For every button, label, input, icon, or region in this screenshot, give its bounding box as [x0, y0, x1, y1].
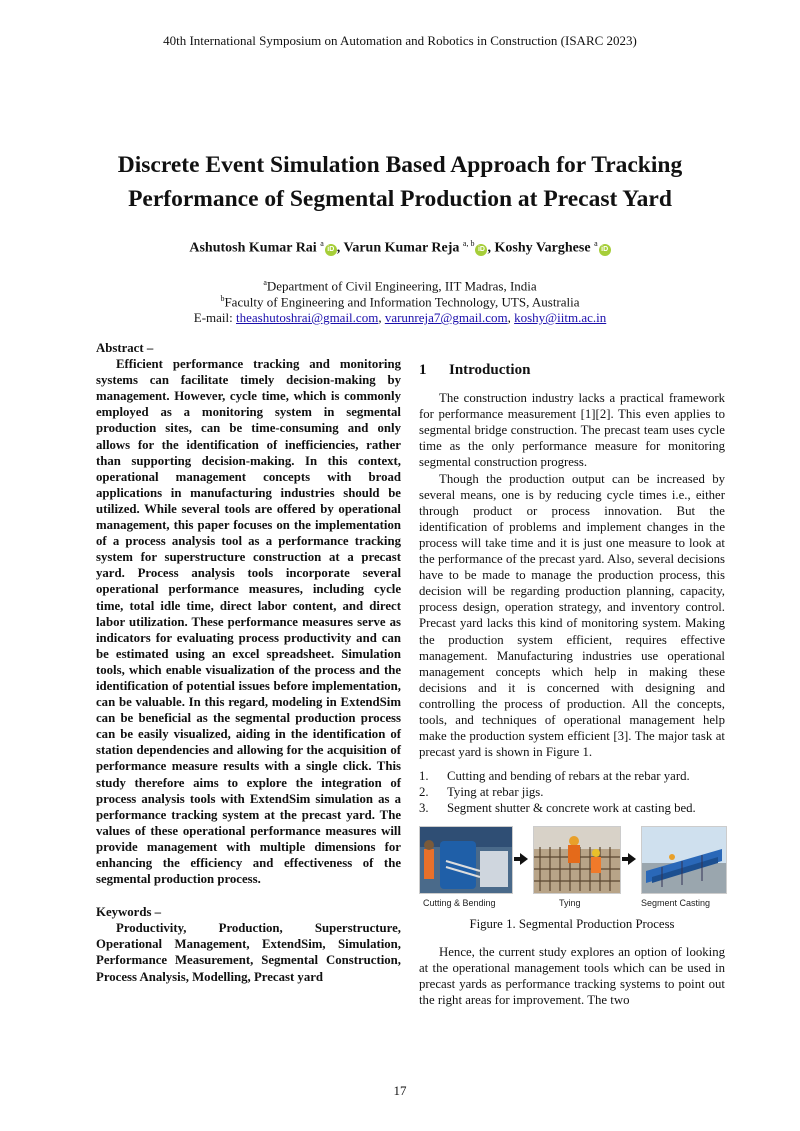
email-link[interactable]: theashutoshrai@gmail.com — [236, 310, 379, 325]
page-number: 17 — [393, 1083, 407, 1098]
list-number: 3. — [419, 801, 429, 816]
author-name: Koshy Varghese — [494, 240, 591, 256]
segment-casting-photo — [641, 826, 727, 894]
task-list — [419, 768, 725, 816]
left-column — [96, 340, 401, 985]
author-sup: a — [320, 239, 324, 248]
orcid-icon[interactable]: iD — [325, 244, 337, 256]
author-name: Varun Kumar Reja — [343, 240, 460, 256]
affiliation-sup: a — [263, 278, 267, 287]
list-text: Tying at rebar jigs. — [447, 785, 544, 800]
list-text: Cutting and bending of rebars at the rebar yard. — [447, 769, 690, 784]
section-number: 1 — [419, 362, 427, 378]
list-number: 1. — [419, 769, 429, 784]
affiliation-a — [0, 278, 800, 294]
intro-paragraph: The construction industry lacks a practical framework for performance measurement [1][2]. This even applies to segmental bridge construction. The precast team uses cycle time as the only performance measure for monitoring segmental construction progress. — [419, 391, 725, 470]
author-sup: a, b — [462, 239, 475, 248]
keywords-text: Productivity, Production, Superstructure, Operational Management, ExtendSim, Simulation, Performance Measurement, Segmental Construction, Process Analysis, Modelling, Precast yard — [96, 921, 401, 984]
list-item — [419, 784, 725, 800]
arrow-right-icon — [520, 853, 528, 865]
cutting-bending-photo — [419, 826, 513, 894]
author-name: Ashutosh Kumar Rai — [189, 240, 317, 256]
orcid-icon[interactable]: iD — [599, 244, 611, 256]
email-link[interactable]: koshy@iitm.ac.in — [514, 310, 607, 325]
email-link[interactable]: varunreja7@gmail.com — [384, 310, 508, 325]
keywords-heading: Keywords – — [96, 905, 162, 920]
intro-paragraph: Though the production output can be increased by several means, one is by reducing cycle times i.e., either through product or process innovation. But the identification of problems and implement changes in the process will take time and it is just one measure to look at the performance of the precast yard. Also, several decisions have to be made to manage the production process, this decision will be regarding production planning, capacity, process design, operation strategy, and inventory control. Precast yard lacks this kind of monitoring system. Making the production system efficient, requires effective management. Manufacturing industries use operational management concepts which help in making these decisions and it is concerned with designing and controlling the process of production. All the concepts, tools, and techniques of operational management help make the production system efficient [3]. The major task at precast yard is shown in Figure 1. — [419, 471, 725, 760]
section-heading — [419, 362, 725, 378]
tying-photo — [533, 826, 621, 894]
keywords-block — [96, 904, 401, 984]
figure-label: Segment Casting — [641, 897, 711, 908]
list-text: Segment shutter & concrete work at casting bed. — [447, 801, 696, 816]
abstract-heading: Abstract – — [96, 341, 154, 355]
email-line: E-mail: theashutoshrai@gmail.com, varunreja7@gmail.com, koshy@iitm.ac.in — [193, 310, 607, 325]
intro-paragraph: Hence, the current study explores an option of looking at the operational management tools which can be used in precast yards as performance tracking systems to point out the right areas for improvement. The two — [419, 944, 725, 1007]
affiliation-text: Faculty of Engineering and Information Technology, UTS, Australia — [224, 294, 580, 310]
affiliation-b — [0, 294, 800, 310]
figure-label: Tying — [559, 897, 581, 908]
figure-label: Cutting & Bending — [423, 897, 496, 908]
affiliation-text: Department of Civil Engineering, IIT Madras, India — [266, 278, 537, 294]
figure-1 — [419, 826, 725, 908]
list-item — [419, 800, 725, 816]
section-title: Introduction — [449, 362, 531, 378]
affiliation-sup: b — [220, 294, 225, 303]
orcid-icon[interactable]: iD — [475, 244, 487, 256]
list-item — [419, 768, 725, 784]
arrow-right-icon — [628, 853, 636, 865]
email-label: E-mail: — [193, 310, 236, 325]
author-sup: a — [594, 239, 598, 248]
right-column — [419, 362, 725, 1008]
paper-title: Discrete Event Simulation Based Approach for Tracking Performance of Segmental Production at Precast Yard — [117, 152, 683, 212]
figure-caption: Figure 1. Segmental Production Process — [469, 916, 675, 931]
conference-header: 40th International Symposium on Automation and Robotics in Construction (ISARC 2023) — [163, 33, 637, 48]
list-number: 2. — [419, 785, 429, 800]
abstract-text: Efficient performance tracking and monitoring systems can facilitate timely decision-making by management. However, cycle time, which is commonly employed as a monitoring system in segmental production sites, can be time-consuming and only allows for the identification of inefficiencies, rather than supporting decision-making. In this context, operational management concepts with broad applications in manufacturing industries should be utilized. While several tools are offered by operational management, this paper focuses on the implementation of a process analysis tool as a performance tracking system for superstructure construction at a precast yard. Process analysis tools incorporate several operational performance measures, including cycle time, total idle time, direct labor content, and direct labor utilization. These performance measures serve as indicators for evaluating process productivity and can be estimated using an excel spreadsheet. Simulation tools, which enable visualization of the process and the identification of potential issues before implementation, can be valuable. In this regard, modeling in ExtendSim can be beneficial as the segmental production process can be easily visualized, aiding in the identification of station dependencies and allowing for the acquisition of performance measure results with a single click. This study therefore aims to explore the integration of process analysis tools with ExtendSim simulation as a performance tracking system at the precast yard. The values of these operational performance measures will provide management with multiple dimensions for enhancing the efficiency and effectiveness of the segmental production process. — [96, 357, 401, 887]
author-list: Ashutosh Kumar Rai $^a$iD , Varun Kumar Reja $^{a, b}$iD , Koshy Varghese $^a$iD — [0, 239, 800, 257]
